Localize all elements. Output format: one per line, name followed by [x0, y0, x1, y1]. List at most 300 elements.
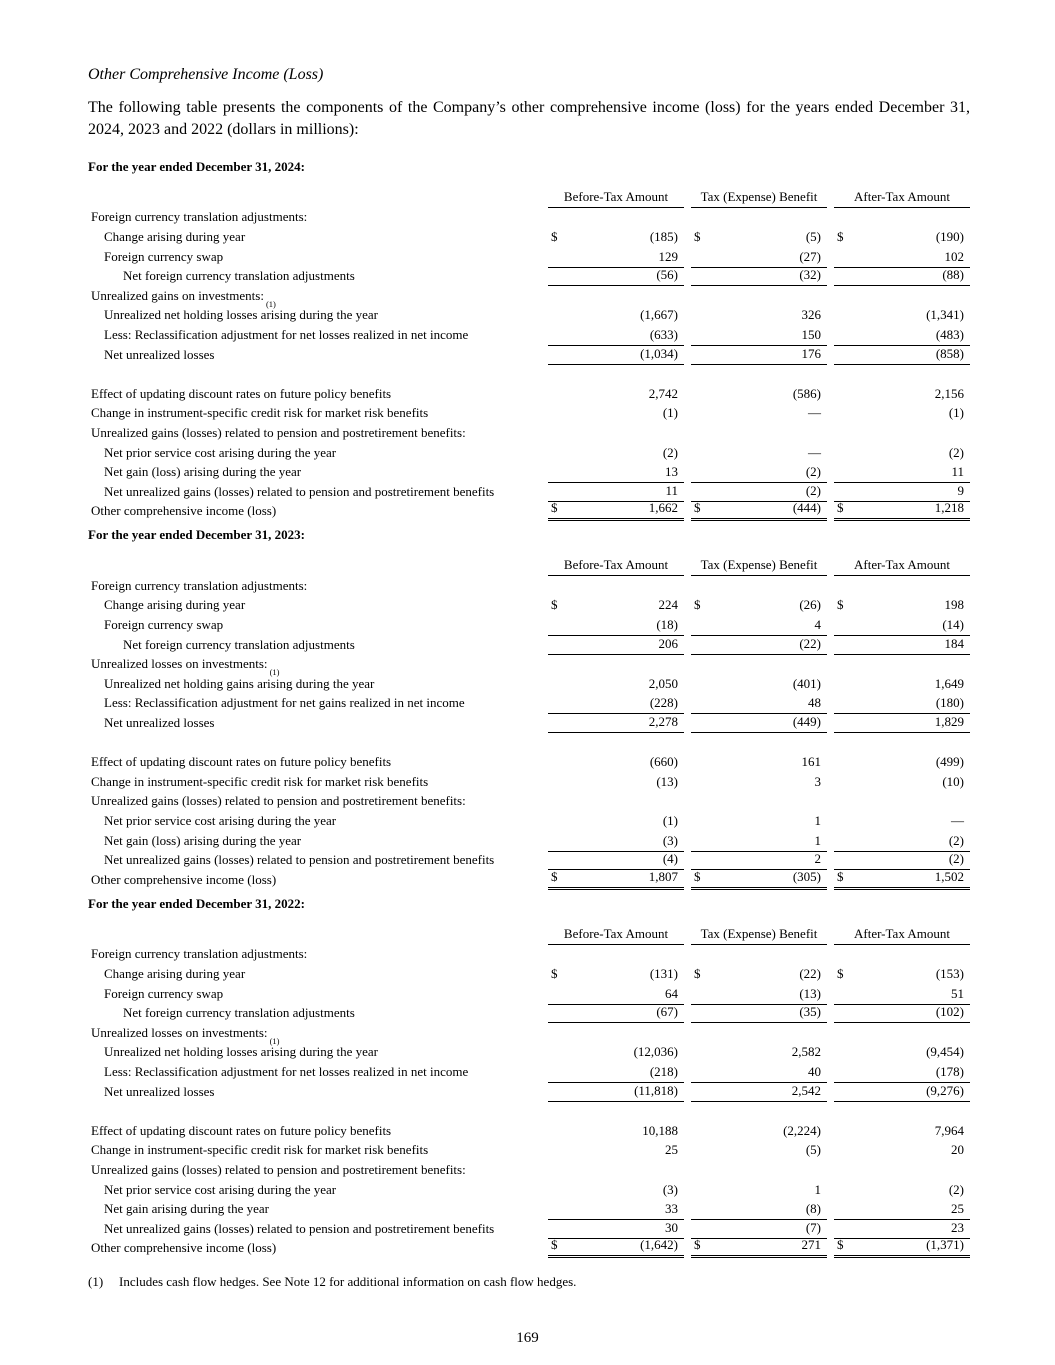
amount: (67): [656, 1004, 678, 1020]
year-section: [88, 896, 970, 1259]
table-row: [88, 870, 970, 890]
currency-symbol: $: [551, 500, 558, 516]
amount: 23: [951, 1219, 964, 1235]
amount: (1,642): [640, 1237, 678, 1253]
section-heading: For the year ended December 31, 2024:: [88, 158, 305, 174]
column-header-row: [88, 920, 970, 945]
spacer-row: [88, 365, 970, 385]
document-title: Other Comprehensive Income (Loss): [88, 66, 324, 83]
value-cell: [691, 576, 827, 596]
row-label: [88, 1121, 541, 1141]
table-row: [88, 694, 970, 714]
row-label: [88, 482, 541, 502]
value-wrap: [691, 1044, 827, 1062]
currency-symbol: $: [694, 868, 701, 884]
value-wrap: [691, 445, 827, 463]
value-wrap: [548, 327, 684, 345]
value-wrap: [691, 1237, 827, 1255]
value-cell: [548, 576, 684, 596]
row-label-text: Effect of updating discount rates on future policy benefits: [91, 1122, 392, 1138]
value-cell: [691, 345, 827, 365]
amount: (180): [935, 695, 964, 711]
currency-symbol: $: [837, 500, 844, 516]
currency-symbol: $: [837, 228, 844, 244]
value-wrap: [834, 346, 970, 364]
row-label: [88, 945, 541, 965]
table-row: [88, 945, 970, 965]
row-label-text: Foreign currency swap: [104, 985, 224, 1001]
value-wrap: [691, 833, 827, 851]
row-label: [88, 964, 541, 984]
row-label-text: Less: Reclassification adjustment for net losses realized in net income: [104, 1063, 469, 1079]
value-cell: [691, 482, 827, 502]
value-cell: [691, 1219, 827, 1239]
value-wrap: [691, 813, 827, 831]
amount: (22): [799, 965, 821, 981]
value-cell: [691, 1043, 827, 1063]
row-label-text: Net foreign currency translation adjustments: [123, 1005, 355, 1021]
row-label: [88, 227, 541, 247]
value-cell: [691, 984, 827, 1004]
value-cell: [834, 655, 970, 675]
value-cell: [548, 655, 684, 675]
value-wrap: [834, 483, 970, 501]
amount: 20: [951, 1142, 964, 1158]
row-label-text: Unrealized losses on investments:: [91, 656, 268, 672]
value-cell: [548, 615, 684, 635]
row-label: [88, 502, 541, 522]
value-wrap: [548, 307, 684, 325]
section-heading: For the year ended December 31, 2023:: [88, 527, 305, 543]
value-cell: [834, 286, 970, 306]
row-label: [88, 384, 541, 404]
table-row: [88, 1062, 970, 1082]
column-header: After-Tax Amount: [834, 926, 970, 945]
value-cell: [834, 267, 970, 287]
value-wrap: [548, 1083, 684, 1101]
row-label: [88, 306, 541, 326]
amount: (2): [948, 1181, 964, 1197]
table-row: [88, 463, 970, 483]
row-label-text: Net foreign currency translation adjustments: [123, 636, 355, 652]
table-row: [88, 345, 970, 365]
value-wrap: [834, 1182, 970, 1200]
row-label-text: Unrealized gains (losses) related to pension and postretirement benefits:: [91, 793, 466, 809]
value-cell: [834, 1023, 970, 1043]
value-wrap: [834, 695, 970, 713]
value-wrap: [548, 1123, 684, 1141]
amount: (660): [649, 754, 678, 770]
value-wrap: [834, 636, 970, 654]
row-label-text: Net unrealized losses: [104, 715, 215, 731]
amount: 13: [665, 464, 678, 480]
value-cell: [548, 423, 684, 443]
value-cell: [548, 1023, 684, 1043]
amount: (27): [799, 248, 821, 264]
amount: 1,662: [648, 500, 678, 516]
row-label-text: Change in instrument-specific credit risk for market risk benefits: [91, 405, 429, 421]
value-cell: [834, 811, 970, 831]
value-wrap: [548, 483, 684, 501]
amount: 2,050: [648, 675, 678, 691]
amount: 2,582: [791, 1044, 821, 1060]
amount: (1,341): [926, 307, 964, 323]
row-label-text: Change arising during year: [104, 597, 246, 613]
row-label: [88, 674, 541, 694]
value-wrap: [691, 249, 827, 267]
table-row: [88, 384, 970, 404]
row-label: [88, 443, 541, 463]
value-wrap: [548, 1004, 684, 1022]
value-cell: [691, 1200, 827, 1220]
value-wrap: [834, 267, 970, 285]
value-cell: [834, 1062, 970, 1082]
row-label-text: Unrealized net holding gains arising during the year: [104, 675, 375, 691]
currency-symbol: $: [837, 868, 844, 884]
row-label: [88, 1160, 541, 1180]
amount: (2,224): [783, 1122, 821, 1138]
column-header: After-Tax Amount: [834, 189, 970, 208]
amount: 1,829: [934, 714, 964, 730]
currency-symbol: $: [551, 597, 558, 613]
value-wrap: [834, 754, 970, 772]
column-header: After-Tax Amount: [834, 557, 970, 576]
table-row: [88, 596, 970, 616]
value-wrap: [834, 327, 970, 345]
amount: (153): [935, 965, 964, 981]
row-label-text: Effect of updating discount rates on future policy benefits: [91, 385, 392, 401]
value-cell: [834, 674, 970, 694]
value-cell: [691, 964, 827, 984]
value-wrap: [691, 754, 827, 772]
amount: —: [808, 444, 821, 460]
row-label-text: Net gain (loss) arising during the year: [104, 464, 302, 480]
amount: (401): [792, 675, 821, 691]
value-wrap: [691, 714, 827, 732]
value-cell: [834, 1239, 970, 1259]
value-wrap: [548, 1237, 684, 1255]
value-cell: [548, 325, 684, 345]
value-cell: [691, 1141, 827, 1161]
table-row: [88, 247, 970, 267]
row-label-text: Net unrealized gains (losses) related to pension and postretirement benefits: [104, 1220, 495, 1236]
amount: (26): [799, 597, 821, 613]
value-wrap: [548, 617, 684, 635]
value-wrap: [691, 676, 827, 694]
value-wrap: [834, 1123, 970, 1141]
amount: 1,218: [934, 500, 964, 516]
value-cell: [834, 1180, 970, 1200]
value-wrap: [834, 966, 970, 984]
row-label-text: Less: Reclassification adjustment for net gains realized in net income: [104, 695, 465, 711]
column-header: Tax (Expense) Benefit: [691, 926, 827, 945]
value-cell: [548, 1141, 684, 1161]
value-cell: [834, 1200, 970, 1220]
value-cell: [834, 1004, 970, 1024]
amount: 51: [951, 985, 964, 1001]
value-cell: [834, 1043, 970, 1063]
amount: (131): [649, 965, 678, 981]
row-label-text: Change arising during year: [104, 228, 246, 244]
value-wrap: [834, 464, 970, 482]
row-label: [88, 713, 541, 733]
amount: 1: [814, 832, 821, 848]
row-label-text: Unrealized net holding losses arising during the year: [104, 307, 379, 323]
row-label-text: Other comprehensive income (loss): [91, 871, 277, 887]
value-cell: [548, 694, 684, 714]
value-wrap: [691, 774, 827, 792]
amount: (1): [948, 405, 964, 421]
value-wrap: [548, 1142, 684, 1160]
value-cell: [548, 811, 684, 831]
value-wrap: [691, 346, 827, 364]
amount: 102: [944, 248, 964, 264]
value-wrap: [548, 851, 684, 869]
value-cell: [691, 1023, 827, 1043]
row-label-text: Net prior service cost arising during the year: [104, 444, 337, 460]
value-cell: [834, 306, 970, 326]
value-wrap: [691, 1004, 827, 1022]
value-wrap: [834, 229, 970, 247]
row-label: [88, 345, 541, 365]
row-label: Unrealized losses on investments: (1): [91, 656, 280, 678]
value-cell: [834, 345, 970, 365]
value-cell: [834, 227, 970, 247]
value-cell: [834, 792, 970, 812]
row-label-text: Net prior service cost arising during the year: [104, 813, 337, 828]
row-label-text: Foreign currency translation adjustments:: [91, 209, 308, 225]
row-label-text: Net unrealized gains (losses) related to pension and postretirement benefits: [104, 483, 495, 499]
row-label-text: Net prior service cost arising during the year: [104, 1181, 337, 1197]
value-wrap: [834, 1201, 970, 1219]
amount: 1,649: [934, 675, 964, 691]
table-row: [88, 1200, 970, 1220]
value-wrap: [691, 464, 827, 482]
amount: 2,278: [648, 714, 678, 730]
table-row: [88, 1219, 970, 1239]
value-wrap: [691, 1201, 827, 1219]
value-cell: [548, 713, 684, 733]
value-cell: [548, 267, 684, 287]
value-cell: [548, 596, 684, 616]
amount: (858): [935, 345, 964, 361]
value-cell: [834, 964, 970, 984]
amount: 11: [951, 464, 964, 480]
amount: 206: [658, 635, 678, 651]
value-cell: [691, 674, 827, 694]
value-cell: [834, 1082, 970, 1102]
value-cell: [548, 635, 684, 655]
value-wrap: [548, 405, 684, 423]
value-cell: [834, 945, 970, 965]
value-cell: [691, 227, 827, 247]
value-cell: [691, 1082, 827, 1102]
table-row: [88, 267, 970, 287]
sections-container: [88, 159, 970, 1259]
row-label: [88, 576, 541, 596]
amount: 48: [808, 695, 821, 711]
row-label-text: Net unrealized losses: [104, 1083, 215, 1099]
value-cell: [548, 247, 684, 267]
amount: 150: [801, 326, 821, 342]
value-wrap: [691, 1083, 827, 1101]
currency-symbol: $: [694, 1237, 701, 1253]
value-cell: [691, 772, 827, 792]
row-label: [88, 635, 541, 655]
table-row: [88, 713, 970, 733]
table-row: [88, 482, 970, 502]
value-cell: [834, 713, 970, 733]
currency-symbol: $: [694, 500, 701, 516]
amount: 224: [658, 597, 678, 613]
amount: 2,742: [648, 385, 678, 401]
value-cell: [691, 945, 827, 965]
row-label-text: Other comprehensive income (loss): [91, 1240, 277, 1256]
row-label: [88, 694, 541, 714]
value-wrap: [834, 500, 970, 518]
value-wrap: [548, 346, 684, 364]
value-wrap: [691, 695, 827, 713]
value-wrap: [548, 966, 684, 984]
row-label-text: Less: Reclassification adjustment for net losses realized in net income: [104, 326, 469, 342]
table-row: [88, 964, 970, 984]
amount: (2): [805, 482, 821, 498]
value-wrap: [548, 386, 684, 404]
row-label: [88, 1200, 541, 1220]
column-header: Tax (Expense) Benefit: [691, 557, 827, 576]
value-wrap: [691, 966, 827, 984]
value-cell: [834, 596, 970, 616]
value-cell: [834, 635, 970, 655]
row-label: [88, 615, 541, 635]
column-header-row: [88, 183, 970, 208]
value-cell: [834, 423, 970, 443]
value-wrap: [691, 869, 827, 887]
value-cell: [834, 384, 970, 404]
value-cell: [548, 1200, 684, 1220]
amount: 1,502: [934, 868, 964, 884]
value-cell: [834, 615, 970, 635]
amount: 198: [944, 597, 964, 613]
table-row: [88, 1004, 970, 1024]
value-cell: [834, 404, 970, 424]
amount: 10,188: [642, 1122, 678, 1138]
value-cell: [691, 463, 827, 483]
value-wrap: [834, 869, 970, 887]
value-cell: [834, 208, 970, 228]
currency-symbol: $: [694, 965, 701, 981]
value-cell: [834, 753, 970, 773]
amount: (633): [649, 326, 678, 342]
value-wrap: [834, 1142, 970, 1160]
value-cell: [834, 851, 970, 871]
value-wrap: [548, 464, 684, 482]
value-cell: [691, 423, 827, 443]
value-cell: [548, 753, 684, 773]
amount: (5): [805, 228, 821, 244]
value-cell: [691, 1239, 827, 1259]
value-cell: [691, 831, 827, 851]
value-cell: [691, 1160, 827, 1180]
amount: (586): [792, 385, 821, 401]
row-label: [88, 870, 541, 890]
value-cell: [691, 404, 827, 424]
value-wrap: [691, 267, 827, 285]
value-cell: [691, 384, 827, 404]
amount: 25: [665, 1142, 678, 1158]
value-cell: [548, 1219, 684, 1239]
table-row: [88, 635, 970, 655]
value-wrap: [691, 307, 827, 325]
amount: (32): [799, 267, 821, 283]
currency-symbol: $: [551, 228, 558, 244]
table-row: [88, 286, 970, 309]
value-cell: [548, 208, 684, 228]
value-wrap: [548, 229, 684, 247]
value-cell: [548, 984, 684, 1004]
value-cell: [548, 792, 684, 812]
table-row: [88, 753, 970, 773]
amount: (5): [805, 1142, 821, 1158]
value-wrap: [834, 1083, 970, 1101]
amount: (35): [799, 1004, 821, 1020]
table-row: [88, 404, 970, 424]
table-row: [88, 325, 970, 345]
row-label-text: Foreign currency swap: [104, 617, 224, 633]
row-label: [88, 831, 541, 851]
value-wrap: [834, 307, 970, 325]
value-cell: [548, 443, 684, 463]
table-row: [88, 1043, 970, 1063]
row-label-text: Unrealized gains (losses) related to pension and postretirement benefits:: [91, 1161, 466, 1177]
value-cell: [834, 443, 970, 463]
table-row: [88, 423, 970, 443]
page-number: 169: [516, 1330, 539, 1346]
amount: 176: [801, 345, 821, 361]
row-label: [88, 1219, 541, 1239]
value-wrap: [548, 714, 684, 732]
value-cell: [548, 404, 684, 424]
amount: (1): [662, 405, 678, 421]
value-cell: [691, 208, 827, 228]
value-cell: [834, 1121, 970, 1141]
value-wrap: [834, 249, 970, 267]
amount: (444): [792, 500, 821, 516]
value-wrap: [548, 869, 684, 887]
value-cell: [834, 870, 970, 890]
row-label: [88, 851, 541, 871]
value-cell: [548, 1180, 684, 1200]
row-label: Unrealized gains on investments: (1): [91, 287, 276, 309]
value-cell: [691, 596, 827, 616]
amount: 1: [814, 813, 821, 828]
row-label: [88, 984, 541, 1004]
table-row: [88, 227, 970, 247]
column-header: Before-Tax Amount: [548, 926, 684, 945]
value-cell: [691, 502, 827, 522]
value-cell: [834, 831, 970, 851]
row-label-text: Net foreign currency translation adjustments: [123, 268, 355, 284]
amount: 25: [951, 1201, 964, 1217]
spacer-row: [88, 1102, 970, 1122]
amount: (1,034): [640, 345, 678, 361]
row-label: [88, 1141, 541, 1161]
value-wrap: [548, 597, 684, 615]
footnote: [88, 1274, 970, 1290]
currency-symbol: $: [551, 965, 558, 981]
table-row: [88, 851, 970, 871]
value-wrap: [691, 483, 827, 501]
